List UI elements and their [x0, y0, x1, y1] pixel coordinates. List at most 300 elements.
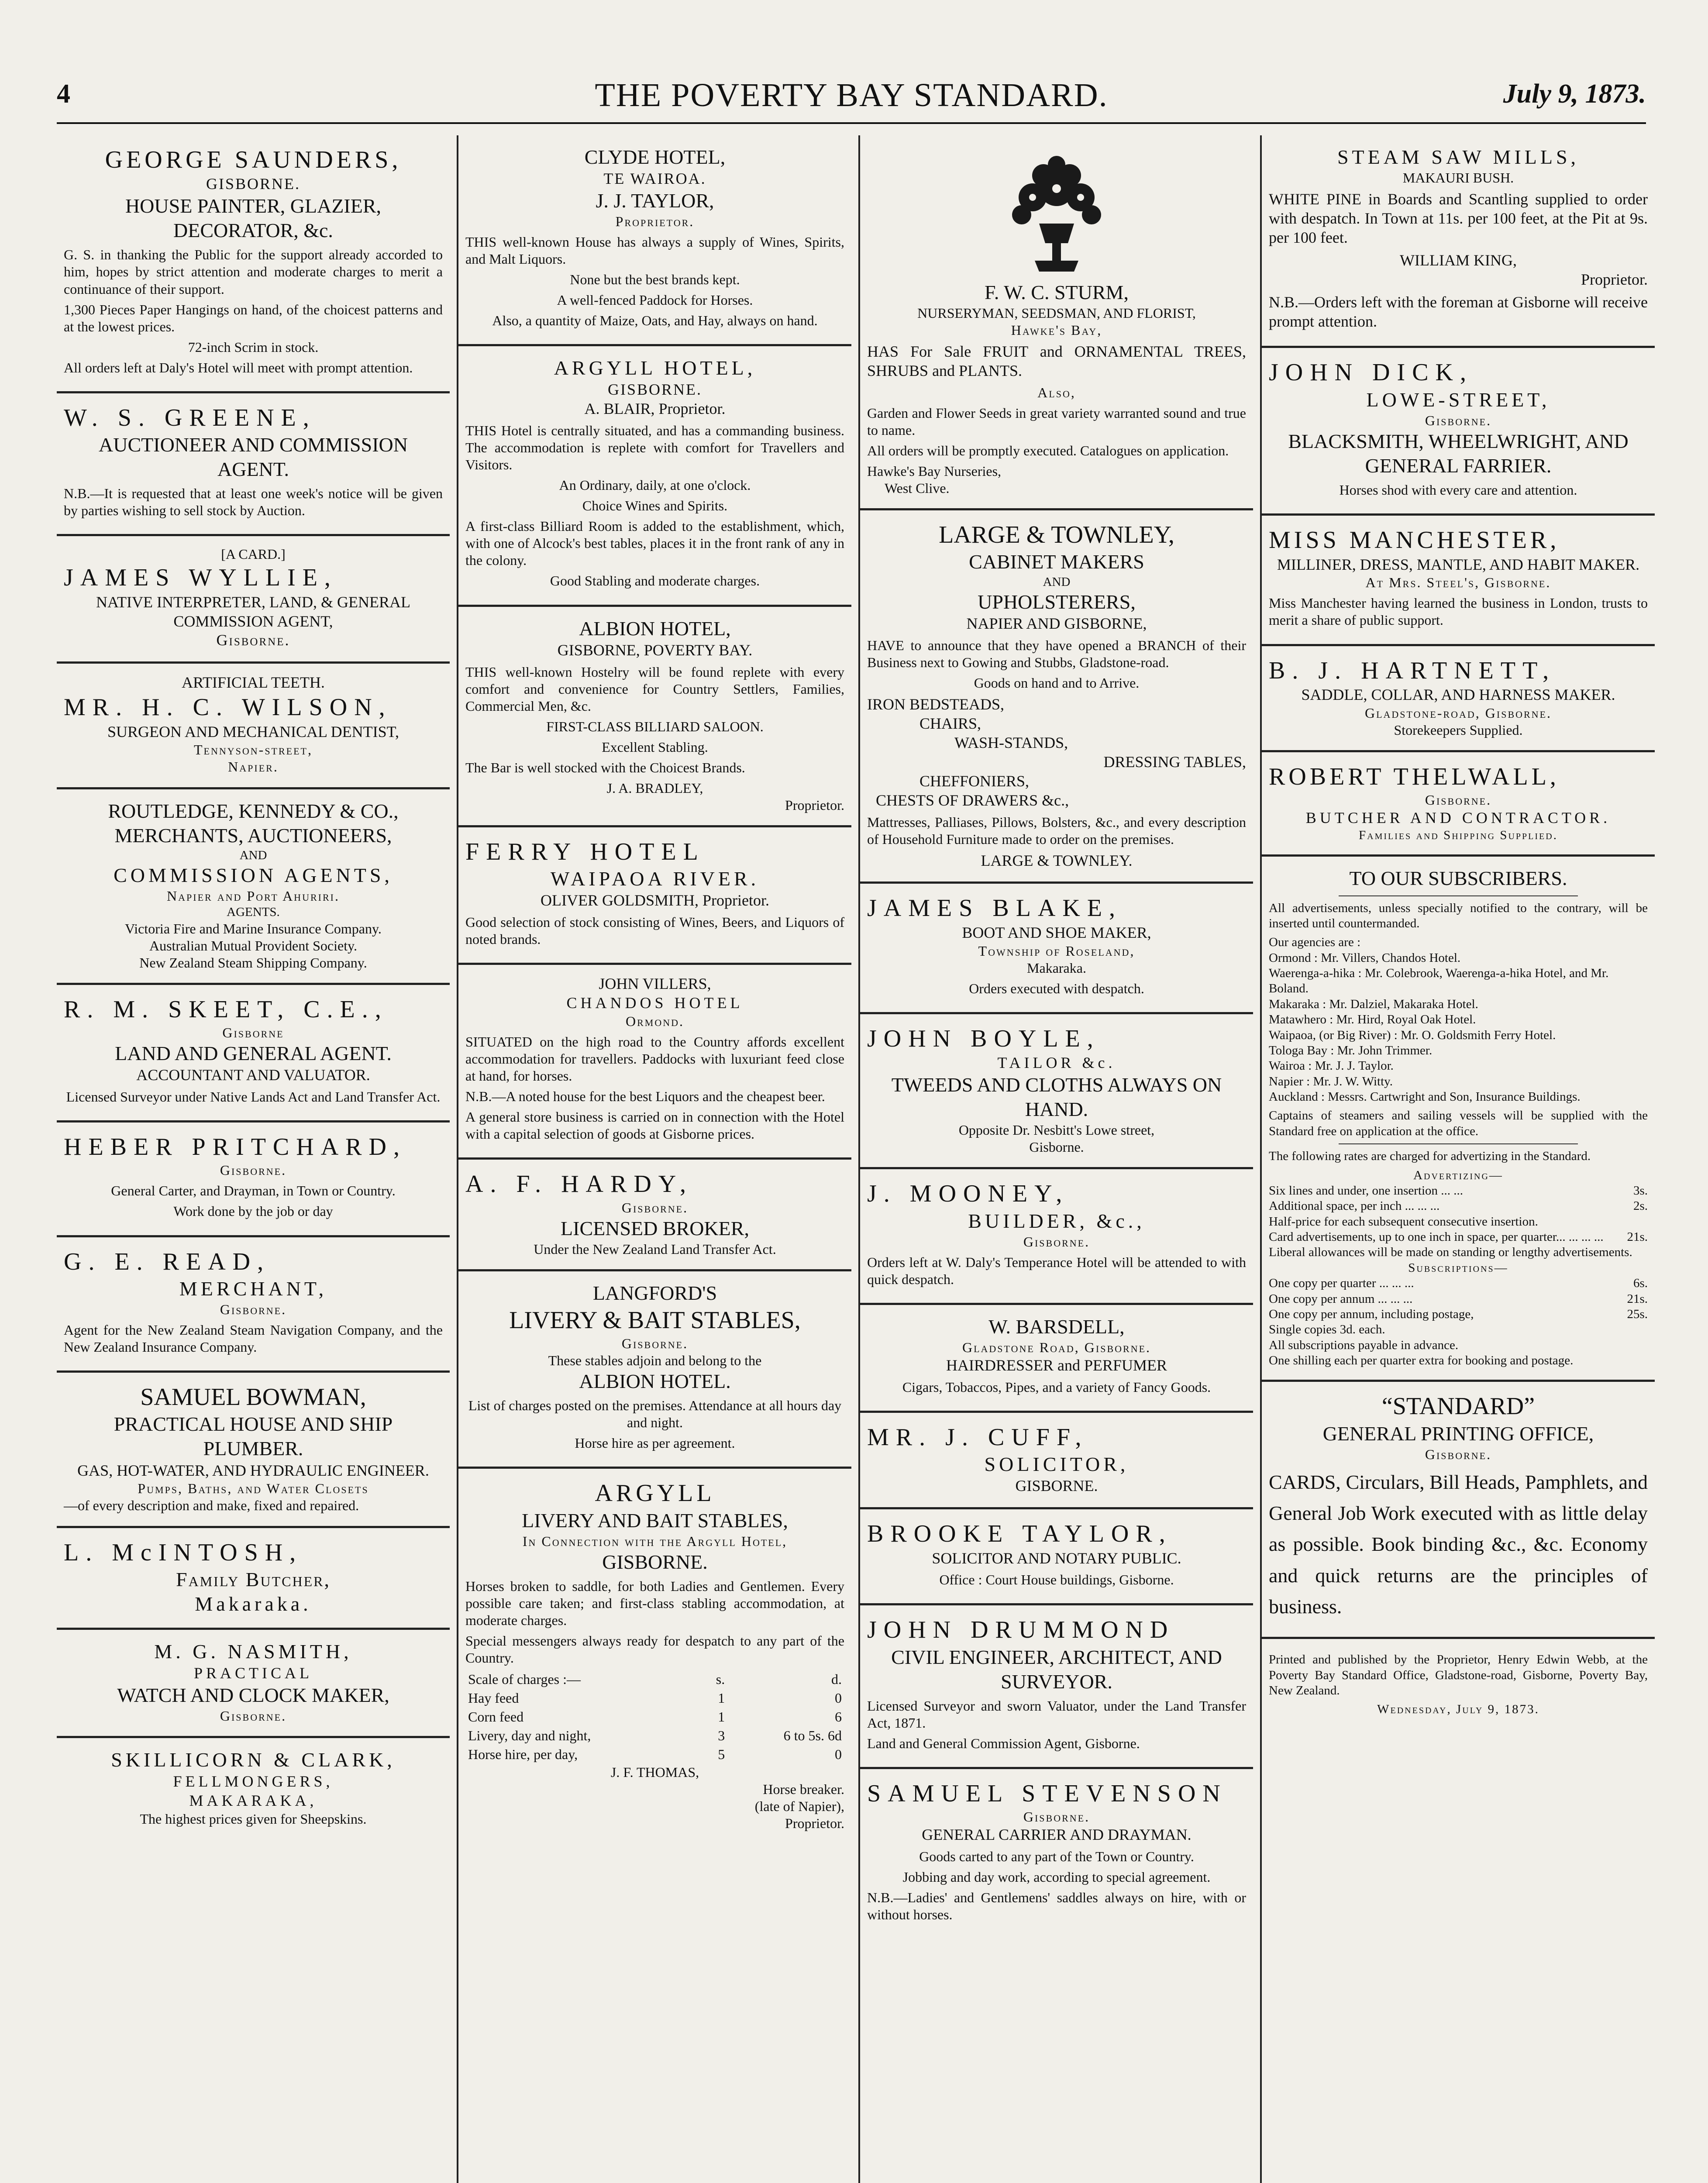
- ad-street: LOWE-STREET,: [1366, 388, 1550, 411]
- ad-place: Gisborne.: [621, 1199, 689, 1215]
- ad-trade: SADDLE, COLLAR, AND HARNESS MAKER.: [1301, 685, 1615, 703]
- notice-subhead: Advertizing—: [1413, 1168, 1503, 1182]
- ad-item: IRON BEDSTEADS,: [867, 696, 1005, 713]
- ad-place: Gladstone Road, Gisborne.: [962, 1339, 1151, 1355]
- ad-title: ROBERT THELWALL,: [1269, 763, 1560, 790]
- flower-vase-illustration: [991, 149, 1122, 280]
- divider: [1339, 895, 1578, 896]
- ad-body: An Ordinary, daily, at one o'clock.: [559, 477, 751, 493]
- ad-body: Good selection of stock consisting of Wines, Beers, and Liquors of noted brands.: [465, 914, 844, 947]
- ad-trade: CABINET MAKERS: [969, 551, 1144, 573]
- ad-title: JOHN DICK,: [1269, 359, 1473, 386]
- ad-line: Victoria Fire and Marine Insurance Company.: [125, 920, 382, 937]
- ad-body: FIRST-CLASS BILLIARD SALOON.: [546, 718, 764, 734]
- ad-body: All orders will be promptly executed. Catalogues on application.: [867, 443, 1229, 459]
- ad-place: Gisborne.: [216, 631, 290, 649]
- ad-steam-saw-mills: [1262, 135, 1655, 348]
- notice-body: Our agencies are :: [1269, 935, 1361, 950]
- ad-trade: SURGEON AND MECHANICAL DENTIST,: [107, 723, 399, 740]
- agency-item: Ormond : Mr. Villers, Chandos Hotel.: [1269, 950, 1461, 965]
- ad-body: Mattresses, Palliases, Pillows, Bolsters, &c., and every description of Household Furniture made to order on the premises.: [867, 814, 1246, 847]
- ad-item: CHEFFONIERS,: [919, 772, 1030, 790]
- ad-body: Horses broken to saddle, for both Ladies and Gentlemen. Every possible care taken; and first-class stabling accommodation, at moderate charges.: [465, 1578, 844, 1628]
- ad-title: ROUTLEDGE, KENNEDY & CO.,: [108, 799, 399, 822]
- ad-owner: J. A. BRADLEY,: [606, 780, 703, 796]
- ad-body: A general store business is carried on in connection with the Hotel with a capital selection of goods at Gisborne prices.: [465, 1109, 844, 1142]
- ad-body: WHITE PINE in Boards and Scantling supplied to order with despatch. In Town at 11s. per 100 feet, at the Pit at 9s. per 100 feet.: [1269, 190, 1648, 246]
- ad-drummond: [860, 1605, 1253, 1769]
- ad-place: WAIPAOA RIVER.: [550, 868, 760, 890]
- ad-place: NAPIER AND GISBORNE,: [966, 615, 1147, 633]
- ad-albion-hotel: [458, 607, 851, 827]
- rate-row: [1269, 1276, 1648, 1291]
- masthead: [57, 70, 1646, 124]
- ad-body: None but the best brands kept.: [570, 272, 740, 288]
- newspaper-title: THE POVERTY BAY STANDARD.: [595, 77, 1108, 114]
- ad-trade: TAILOR &c.: [997, 1054, 1116, 1072]
- rate-price: 6s.: [1633, 1276, 1648, 1291]
- agency-item: Napier : Mr. J. W. Witty.: [1269, 1074, 1393, 1088]
- ad-title: ARGYLL HOTEL,: [554, 357, 756, 379]
- ad-body: —of every description and make, fixed and repaired.: [64, 1498, 359, 1514]
- rate-row: [1269, 1291, 1648, 1307]
- ad-pritchard: [57, 1122, 450, 1237]
- ad-conn: In Connection with the Argyll Hotel,: [522, 1533, 788, 1549]
- rate-item: One copy per annum ... ... ...: [1269, 1291, 1413, 1306]
- ad-owner: WILLIAM KING,: [1400, 251, 1517, 269]
- column-3: [860, 135, 1253, 2183]
- ad-body: N.B.—It is requested that at least one week's notice will be given by parties wishing to sell stock by Auction.: [64, 485, 443, 519]
- rate-item: One copy per quarter ... ... ...: [1269, 1276, 1414, 1291]
- ad-thelwall: [1262, 752, 1655, 857]
- ad-body: The highest prices given for Sheepskins.: [140, 1811, 367, 1827]
- ad-trade: LIVERY AND BAIT STABLES,: [522, 1509, 788, 1532]
- ad-title: JAMES WYLLIE,: [64, 564, 337, 592]
- ad-villers: [458, 965, 851, 1160]
- ad-hartnett: [1262, 646, 1655, 752]
- ad-bowman: [57, 1373, 450, 1528]
- table-cell: Hay feed: [468, 1690, 519, 1706]
- ad-body: A well-fenced Paddock for Horses.: [557, 292, 753, 308]
- imprint: [1262, 1639, 1655, 1729]
- ad-body: Good Stabling and moderate charges.: [550, 573, 760, 589]
- ad-place: GISBORNE.: [607, 381, 702, 399]
- ad-trade: UPHOLSTERERS,: [978, 590, 1136, 613]
- agency-item: Makaraka : Mr. Dalziel, Makaraka Hotel.: [1269, 997, 1478, 1011]
- ad-title: ARGYLL: [595, 1480, 715, 1507]
- notice-body: All advertisements, unless specially notified to the contrary, will be inserted until countermanded.: [1269, 901, 1648, 930]
- ad-owner: A. BLAIR, Proprietor.: [584, 400, 726, 418]
- ad-body: Licensed Surveyor and sworn Valuator, under the Land Transfer Act, 1871.: [867, 1698, 1246, 1731]
- ad-place: Gladstone-road, Gisborne.: [1364, 705, 1552, 721]
- ad-title: G. E. READ,: [64, 1248, 271, 1275]
- ad-body: THIS Hotel is centrally situated, and has a commanding business. The accommodation is replete with comfort for Travellers and Visitors.: [465, 423, 844, 473]
- ad-body: The Bar is well stocked with the Choicest Brands.: [465, 759, 745, 775]
- ad-body: N.B.—Ladies' and Gentlemens' saddles always on hire, with or without horses.: [867, 1890, 1246, 1923]
- ad-title: MR. H. C. WILSON,: [64, 694, 392, 721]
- ad-owner: J. F. THOMAS,: [610, 1764, 699, 1780]
- ad-trade: GAS, HOT-WATER, AND HYDRAULIC ENGINEER.: [77, 1461, 429, 1479]
- ad-body: Orders left at W. Daly's Temperance Hotel will be attended to with quick despatch.: [867, 1254, 1246, 1287]
- ad-place: Gisborne.: [621, 1336, 689, 1352]
- rate-row: [1269, 1245, 1648, 1260]
- imprint-body: Printed and published by the Proprietor, Henry Edwin Webb, at the Poverty Bay Standard Office, Gladstone-road, Gisborne, Poverty Bay, New Zealand.: [1269, 1653, 1648, 1698]
- ad-place: Gisborne.: [1023, 1233, 1090, 1250]
- ad-place: Hawke's Bay,: [1011, 322, 1102, 338]
- table-cell: 1: [718, 1690, 725, 1706]
- ad-argyll-stables: [458, 1469, 851, 1843]
- ad-trade: GENERAL CARRIER AND DRAYMAN.: [922, 1826, 1191, 1844]
- ad-body: List of charges posted on the premises. Attendance at all hours day and night.: [468, 1398, 842, 1431]
- ad-body: 72-inch Scrim in stock.: [188, 339, 319, 355]
- table-cell: d.: [831, 1671, 842, 1687]
- ad-body: General Carter, and Drayman, in Town or Country.: [111, 1183, 396, 1199]
- ad-trade: NATIVE INTERPRETER, LAND, & GENERAL COMMISSION AGENT,: [96, 593, 410, 630]
- ad-saunders: [57, 135, 450, 393]
- ad-place: Township of Roseland,: [978, 943, 1135, 959]
- table-cell: Livery, day and night,: [468, 1728, 591, 1744]
- agency-item: Auckland : Messrs. Cartwright and Son, Insurance Buildings.: [1269, 1090, 1581, 1104]
- ad-body: Goods on hand and to Arrive.: [974, 675, 1140, 691]
- ad-trade: CIVIL ENGINEER, ARCHITECT, AND SURVEYOR.: [891, 1646, 1222, 1693]
- ad-subhead: AGENTS.: [227, 905, 280, 919]
- rate-row: [1269, 1338, 1648, 1353]
- ad-title: ALBION HOTEL,: [579, 617, 731, 640]
- ad-and: AND: [239, 848, 267, 862]
- rate-price: 21s.: [1627, 1291, 1648, 1306]
- ad-trade: ACCOUNTANT AND VALUATOR.: [136, 1066, 370, 1084]
- ad-trade: BOOT AND SHOE MAKER,: [962, 923, 1151, 941]
- ad-body: CARDS, Circulars, Bill Heads, Pamphlets, and General Job Work executed with as little delay as possible. Book binding &c., &c. Economy and quick returns are the principles of business.: [1269, 1470, 1648, 1618]
- rate-price: 21s.: [1627, 1230, 1648, 1244]
- ad-item: CHESTS OF DRAWERS &c.,: [876, 791, 1069, 809]
- ad-title: SAMUEL STEVENSON: [867, 1780, 1227, 1808]
- ad-skeet: [57, 985, 450, 1122]
- ad-title: W. BARSDELL,: [988, 1315, 1125, 1338]
- notice-subscribers: [1262, 857, 1655, 1382]
- ad-wilson: [57, 664, 450, 789]
- rate-row: [1269, 1229, 1648, 1245]
- ad-body: Goods carted to any part of the Town or Country.: [919, 1849, 1194, 1865]
- rate-row: [1269, 1307, 1648, 1322]
- table-cell: Scale of charges :—: [468, 1671, 581, 1687]
- ad-place: GISBORNE.: [1015, 1477, 1098, 1495]
- ad-role: Proprietor.: [1581, 270, 1648, 288]
- table-row: [465, 1745, 844, 1764]
- divider: [1339, 1143, 1578, 1144]
- rate-price: 25s.: [1627, 1307, 1648, 1321]
- ad-title: JOHN BOYLE,: [867, 1025, 1100, 1052]
- column-1: [57, 135, 450, 2183]
- ad-trade: MERCHANTS, AUCTIONEERS,: [114, 824, 392, 847]
- ad-trade: SOLICITOR AND NOTARY PUBLIC.: [932, 1549, 1181, 1567]
- ad-body: Choice Wines and Spirits.: [582, 498, 728, 514]
- rate-item: One shilling each per quarter extra for booking and postage.: [1269, 1353, 1574, 1368]
- ad-trade: TWEEDS AND CLOTHS ALWAYS ON HAND.: [891, 1074, 1222, 1121]
- rate-item: Card advertisements, up to one inch in space, per quarter... ... ... ...: [1269, 1230, 1604, 1244]
- table-row: [465, 1726, 844, 1745]
- ad-body: Cigars, Tobaccos, Pipes, and a variety of Fancy Goods.: [902, 1379, 1211, 1395]
- ad-place: At Mrs. Steel's, Gisborne.: [1365, 575, 1551, 591]
- ad-body: Families and Shipping Supplied.: [1359, 828, 1558, 843]
- ad-trade: HAIRDRESSER and PERFUMER: [946, 1356, 1167, 1374]
- ad-trade: PRACTICAL: [193, 1664, 313, 1682]
- table-row: [465, 1689, 844, 1708]
- ad-role: Proprietor.: [615, 213, 695, 230]
- ad-wyllie: [57, 536, 450, 664]
- ad-place: GISBORNE.: [602, 1550, 708, 1573]
- table-cell: 6: [835, 1709, 842, 1725]
- ad-and: AND: [1043, 575, 1071, 589]
- ad-body: G. S. in thanking the Public for the support already accorded to him, hopes by strict attention and moderate charges to merit a continuance of their support.: [64, 247, 443, 297]
- ad-body: Also, a quantity of Maize, Oats, and Hay, always on hand.: [492, 313, 818, 329]
- ad-skillicorn: [57, 1738, 450, 1839]
- ad-boyle: [860, 1014, 1253, 1170]
- ad-body: Special messengers always ready for despatch to any part of the Country.: [465, 1633, 844, 1666]
- table-cell: Corn feed: [468, 1709, 524, 1725]
- ad-trade: Family Butcher,: [176, 1568, 331, 1591]
- rate-item: Single copies 3d. each.: [1269, 1322, 1385, 1337]
- ad-body: Jobbing and day work, according to special agreement.: [902, 1869, 1211, 1885]
- ad-title: R. M. SKEET, C.E.,: [64, 995, 388, 1023]
- ad-street: Tennyson-street,: [194, 742, 313, 758]
- ad-body: THIS well-known House has always a supply of Wines, Spirits, and Malt Liquors.: [465, 234, 844, 267]
- ad-role: Proprietor.: [785, 1815, 844, 1832]
- ad-argyll-hotel: [458, 346, 851, 606]
- table-cell: 0: [835, 1690, 842, 1706]
- ad-place: Gisborne.: [1023, 1809, 1090, 1825]
- ad-trade: MILLINER, DRESS, MANTLE, AND HABIT MAKER.: [1277, 555, 1640, 573]
- table-row: [465, 1670, 844, 1689]
- imprint-date: Wednesday, July 9, 1873.: [1377, 1702, 1539, 1717]
- ad-trade: PRACTICAL HOUSE AND SHIP PLUMBER.: [114, 1413, 393, 1460]
- ad-title: BROOKE TAYLOR,: [867, 1520, 1172, 1548]
- notice-body: Captains of steamers and sailing vessels will be supplied with the Standard free on application at the office.: [1269, 1109, 1648, 1138]
- ad-nasmith: [57, 1630, 450, 1738]
- ad-place: MAKARAKA,: [189, 1792, 317, 1810]
- rate-item: Additional space, per inch ... ... ...: [1269, 1199, 1440, 1213]
- ad-line: Australian Mutual Provident Society.: [149, 937, 358, 954]
- ad-barsdell: [860, 1305, 1253, 1413]
- table-cell: Horse hire, per day,: [468, 1746, 578, 1763]
- table-row: [465, 1708, 844, 1726]
- ad-stevenson: [860, 1769, 1253, 1938]
- table-cell: 3: [718, 1728, 725, 1744]
- ad-mooney: [860, 1169, 1253, 1305]
- ad-body: Opposite Dr. Nesbitt's Lowe street,: [958, 1122, 1155, 1138]
- ad-place: Gisborne.: [220, 1162, 287, 1178]
- ad-trade: BLACKSMITH, WHEELWRIGHT, AND GENERAL FARRIER.: [1288, 430, 1629, 477]
- ad-title: MR. J. CUFF,: [867, 1423, 1088, 1451]
- ad-body: N.B.—Orders left with the foreman at Gisborne will receive prompt attention.: [1269, 293, 1648, 330]
- ad-title: “STANDARD”: [1381, 1393, 1535, 1420]
- ad-body: HAS For Sale FRUIT and ORNAMENTAL TREES, SHRUBS and PLANTS.: [867, 343, 1246, 380]
- ad-body: Storekeepers Supplied.: [1394, 722, 1523, 738]
- ad-cuff: [860, 1413, 1253, 1509]
- ad-body: All orders left at Daly's Hotel will meet with prompt attention.: [64, 359, 413, 375]
- rate-row: [1269, 1214, 1648, 1229]
- ad-title: LANGFORD'S: [592, 1281, 717, 1304]
- ad-title: HEBER PRITCHARD,: [64, 1133, 406, 1161]
- ad-read: [57, 1237, 450, 1373]
- ad-place: Makaraka.: [195, 1592, 312, 1615]
- rate-item: Six lines and under, one insertion ... ...: [1269, 1183, 1464, 1198]
- ad-owner: J. J. TAYLOR,: [596, 189, 714, 212]
- ad-title: W. S. GREENE,: [64, 404, 316, 431]
- ad-title: F. W. C. STURM,: [985, 281, 1129, 303]
- ad-place: GISBORNE, POVERTY BAY.: [557, 641, 753, 659]
- notice-body: The following rates are charged for advertizing in the Standard.: [1269, 1149, 1591, 1164]
- ad-item: WASH-STANDS,: [954, 733, 1068, 751]
- ad-trade: WATCH AND CLOCK MAKER,: [117, 1684, 389, 1707]
- rate-row: [1269, 1183, 1648, 1198]
- ad-title: M. G. NASMITH,: [154, 1640, 352, 1663]
- table-cell: 6 to 5s. 6d: [783, 1728, 842, 1744]
- ad-trade: BUILDER, &c.,: [968, 1209, 1145, 1232]
- rate-row: [1269, 1322, 1648, 1337]
- notice-head: TO OUR SUBSCRIBERS.: [1349, 867, 1567, 890]
- ad-place: Gisborne: [222, 1025, 284, 1041]
- ad-body: THIS well-known Hostelry will be found replete with every comfort and convenience for Country Settlers, Families, Commercial Men, &c.: [465, 664, 844, 714]
- ad-body: N.B.—A noted house for the best Liquors and the cheapest beer.: [465, 1088, 825, 1105]
- ad-title: SAMUEL BOWMAN,: [140, 1384, 366, 1411]
- issue-date: July 9, 1873.: [1503, 79, 1646, 109]
- ad-title: JAMES BLAKE,: [867, 895, 1123, 922]
- ad-head: ARTIFICIAL TEETH.: [182, 674, 325, 692]
- ad-trade: NURSERYMAN, SEEDSMAN, AND FLORIST,: [917, 305, 1196, 321]
- ad-title: CLYDE HOTEL,: [584, 146, 726, 168]
- ad-also: Also,: [1037, 384, 1076, 400]
- ad-title: JOHN VILLERS,: [599, 975, 711, 993]
- table-cell: 0: [835, 1746, 842, 1763]
- rate-item: One copy per annum, including postage,: [1269, 1307, 1474, 1321]
- charges-table: [465, 1670, 844, 1764]
- ad-body: Horses shod with every care and attention.: [1339, 482, 1577, 498]
- ad-printing-office: [1262, 1382, 1655, 1639]
- ad-blake: [860, 884, 1253, 1014]
- ad-trade: SOLICITOR,: [984, 1453, 1129, 1476]
- ad-sign: LARGE & TOWNLEY.: [981, 851, 1133, 869]
- ad-sturm: [860, 135, 1253, 510]
- ad-body: Orders executed with despatch.: [969, 980, 1144, 996]
- ad-title: FERRY HOTEL: [465, 838, 705, 865]
- ad-place: Gisborne.: [220, 1301, 287, 1317]
- ad-hardy: [458, 1160, 851, 1271]
- ad-trade: MERCHANT,: [179, 1277, 327, 1300]
- ad-body: Gisborne.: [1029, 1139, 1084, 1155]
- ad-title: J. MOONEY,: [867, 1180, 1069, 1208]
- ad-body: Agent for the New Zealand Steam Navigation Company, and the New Zealand Insurance Company.: [64, 1322, 443, 1355]
- ad-mcintosh: [57, 1528, 450, 1630]
- ad-place: Makaraka.: [1027, 960, 1086, 976]
- ad-body: HAVE to announce that they have opened a BRANCH of their Business next to Gowing and Stubbs, Gladstone-road.: [867, 637, 1246, 671]
- ad-body: Under the New Zealand Land Transfer Act.: [534, 1241, 776, 1257]
- agency-item: Waipaoa, (or Big River) : Mr. O. Goldsmith Ferry Hotel.: [1269, 1028, 1556, 1042]
- rate-item: Liberal allowances will be made on standing or lengthy advertisements.: [1269, 1245, 1632, 1260]
- ad-place: MAKAURI BUSH.: [1402, 170, 1514, 186]
- ad-trade: HOUSE PAINTER, GLAZIER, DECORATOR, &c.: [125, 195, 382, 242]
- ad-title: B. J. HARTNETT,: [1269, 657, 1556, 684]
- rate-price: 2s.: [1633, 1199, 1648, 1213]
- rate-item: Half-price for each subsequent consecutive insertion.: [1269, 1214, 1538, 1229]
- ad-title: L. McINTOSH,: [64, 1539, 303, 1566]
- column-2: [458, 135, 851, 2183]
- ad-trade: LIVERY & BAIT STABLES,: [509, 1306, 801, 1334]
- table-cell: 5: [718, 1746, 725, 1763]
- ad-body: Excellent Stabling.: [602, 739, 708, 755]
- ad-body: 1,300 Pieces Paper Hangings on hand, of the choicest patterns and at the lowest prices.: [64, 301, 443, 334]
- rate-price: 3s.: [1633, 1183, 1648, 1198]
- ad-trade: BUTCHER AND CONTRACTOR.: [1305, 809, 1611, 827]
- ad-place: Ormond.: [625, 1013, 684, 1029]
- ad-trade: LAND AND GENERAL AGENT.: [115, 1042, 392, 1065]
- ad-place: Gisborne.: [220, 1708, 287, 1724]
- ad-place: Gisborne.: [1425, 1446, 1492, 1462]
- ad-role: Proprietor.: [785, 797, 844, 813]
- ad-body: Licensed Surveyor under Native Lands Act and Land Transfer Act.: [66, 1089, 441, 1105]
- page-number: 4: [57, 79, 70, 109]
- ad-address: West Clive.: [885, 480, 950, 496]
- ad-body: Pumps, Baths, and Water Closets: [138, 1481, 369, 1497]
- ad-title: MISS MANCHESTER,: [1269, 527, 1560, 554]
- ad-place: Napier and Port Ahuriri.: [167, 888, 340, 904]
- notice-subhead: Subscriptions—: [1408, 1260, 1508, 1275]
- ad-hotel: CHANDOS HOTEL: [566, 994, 744, 1012]
- ad-title: A. F. HARDY,: [465, 1171, 693, 1198]
- ad-place: GISBORNE.: [206, 175, 301, 193]
- ad-role: (late of Napier),: [754, 1798, 844, 1815]
- column-4: [1262, 135, 1655, 2183]
- ad-large-townley: [860, 510, 1253, 884]
- agency-item: Matawhero : Mr. Hird, Royal Oak Hotel.: [1269, 1012, 1476, 1027]
- ad-item: CHAIRS,: [919, 714, 981, 732]
- ad-trade: AUCTIONEER AND COMMISSION AGENT.: [99, 433, 408, 481]
- ad-role: Horse breaker.: [763, 1781, 844, 1797]
- ad-trade: LICENSED BROKER,: [561, 1217, 749, 1240]
- ad-trade: FELLMONGERS,: [173, 1773, 334, 1790]
- ad-item: DRESSING TABLES,: [1103, 753, 1246, 771]
- agency-item: Tologa Bay : Mr. John Trimmer.: [1269, 1043, 1433, 1057]
- table-cell: 1: [718, 1709, 725, 1725]
- ad-body: SITUATED on the high road to the Country affords excellent accommodation for travellers. Paddocks with luxuriant feed close at hand, for horses.: [465, 1034, 844, 1084]
- ad-place: Gisborne.: [1425, 412, 1492, 428]
- ad-trade: COMMISSION AGENTS,: [114, 864, 393, 887]
- ad-langford: [458, 1271, 851, 1469]
- ad-clyde-hotel: [458, 135, 851, 346]
- ad-line: New Zealand Steam Shipping Company.: [139, 954, 367, 971]
- ad-body: Garden and Flower Seeds in great variety warranted sound and true to name.: [867, 405, 1246, 438]
- ad-place: Gisborne.: [1425, 792, 1492, 808]
- ad-body: Miss Manchester having learned the business in London, trusts to merit a share of public support.: [1269, 595, 1648, 628]
- ad-title: LARGE & TOWNLEY,: [939, 521, 1174, 549]
- ad-title: GEORGE SAUNDERS,: [105, 146, 402, 173]
- ad-title: STEAM SAW MILLS,: [1337, 146, 1580, 168]
- agency-item: Waerenga-a-hika : Mr. Colebrook, Waerenga-a-hika Hotel, and Mr. Boland.: [1269, 966, 1609, 996]
- ad-ferry-hotel: [458, 827, 851, 965]
- ad-brooke-taylor: [860, 1509, 1253, 1605]
- ad-body: Horse hire as per agreement.: [575, 1435, 735, 1451]
- ad-title: SKILLICORN & CLARK,: [111, 1749, 396, 1771]
- ad-body: Office : Court House buildings, Gisborne.: [939, 1572, 1174, 1588]
- ad-trade: GENERAL PRINTING OFFICE,: [1322, 1422, 1594, 1445]
- ad-title: JOHN DRUMMOND: [867, 1616, 1175, 1644]
- ad-body: A first-class Billiard Room is added to the establishment, which, with one of Alcock's best tables, places it in the front rank of any in the colony.: [465, 518, 844, 568]
- ad-place: Napier.: [228, 759, 279, 775]
- ad-dick: [1262, 348, 1655, 516]
- agency-item: Wairoa : Mr. J. J. Taylor.: [1269, 1059, 1394, 1073]
- rate-row: [1269, 1353, 1648, 1368]
- ad-routledge: [57, 789, 450, 985]
